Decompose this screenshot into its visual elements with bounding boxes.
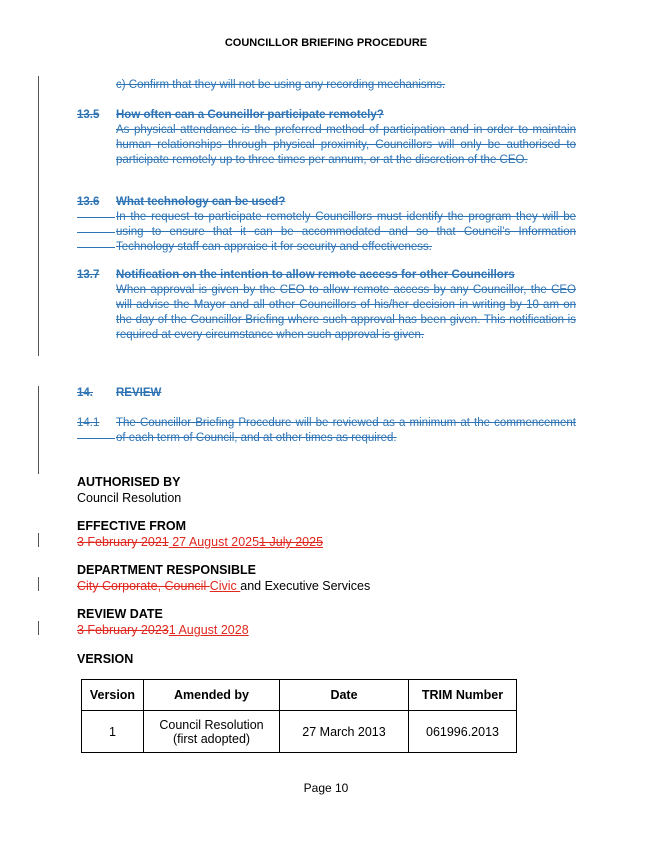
document-header: COUNCILLOR BRIEFING PROCEDURE <box>224 37 428 49</box>
section-13-6 <box>77 195 576 255</box>
amended-line: (first adopted) <box>172 731 251 746</box>
section-body: The Councillor Briefing Procedure will be reviewed as a minimum at the commencement of each term of Council, and at other times as required. <box>116 417 576 444</box>
change-bar <box>38 533 39 547</box>
deleted-tab-line <box>77 232 115 233</box>
effective-heading: EFFECTIVE FROM <box>77 519 187 533</box>
effective-block <box>77 518 323 550</box>
table-header-row <box>82 680 517 711</box>
section-13-7 <box>77 268 576 343</box>
table-cell: 061996.2013 <box>409 711 517 753</box>
version-heading: VERSION <box>77 652 134 666</box>
section-body: When approval is given by the CEO to allow remote access by any Councillor, the CEO will advise the Mayor and all other Councillors of his/her decision in writing by 10 am on the day of the Councillor Briefing where such approval has been given. This notification is required at every circumstance when such approval is given. <box>116 284 576 341</box>
deleted-text: 3 February 2021 <box>77 535 169 549</box>
section-13-5 <box>77 108 576 168</box>
deleted-text: 3 February 2023 <box>77 623 169 637</box>
department-value: and Executive Services <box>240 579 371 593</box>
section-heading: Notification on the intention to allow remote access for other Councillors <box>116 269 515 281</box>
deleted-tab-line <box>77 438 115 439</box>
deleted-text: City Corporate, Council <box>77 579 210 593</box>
column-header: Version <box>82 680 144 711</box>
table-cell <box>144 711 280 753</box>
table-cell: 27 March 2013 <box>280 711 409 753</box>
deleted-tab-line <box>77 247 115 248</box>
change-bar <box>38 577 39 591</box>
inserted-text: 1 August 2028 <box>168 623 249 637</box>
list-item-c: c) Confirm that they will not be using any recording mechanisms. <box>116 79 446 91</box>
department-heading: DEPARTMENT RESPONSIBLE <box>77 563 256 577</box>
authorised-heading: AUTHORISED BY <box>77 475 181 489</box>
section-number: 13.7 <box>77 269 100 281</box>
change-bar <box>38 386 39 474</box>
deleted-tab-line <box>77 217 115 218</box>
inserted-text: Civic <box>209 579 241 593</box>
section-number: 14. <box>77 387 93 399</box>
section-heading: What technology can be used? <box>116 196 286 208</box>
inserted-text: 27 August 2025 <box>168 535 260 549</box>
section-14 <box>77 386 576 401</box>
section-number: 13.6 <box>77 196 100 208</box>
column-header: Amended by <box>144 680 280 711</box>
section-number: 14.1 <box>77 417 100 429</box>
authorised-block <box>77 474 181 506</box>
review-date-heading: REVIEW DATE <box>77 607 163 621</box>
section-heading: How often can a Councillor participate remotely? <box>116 109 384 121</box>
section-heading: REVIEW <box>116 387 162 399</box>
change-bar <box>38 621 39 635</box>
section-body: In the request to participate remotely Councillors must identify the program they will be using to ensure that it can be accommodated and so that Council’s Information Technology staff can appraise it for security and effectiveness. <box>116 211 576 253</box>
deleted-text: 1 July 2025 <box>259 535 324 549</box>
department-block <box>77 562 370 594</box>
section-body: As physical attendance is the preferred method of participation and in order to maintain human relationships through physical proximity, Councillors will only be authorised to participate remotely up to three times per annum, or at the discretion of the CEO. <box>116 124 576 166</box>
table-cell: 1 <box>82 711 144 753</box>
table-row <box>82 711 517 753</box>
authorised-value: Council Resolution <box>77 491 182 505</box>
page-number: Page 10 <box>303 781 349 795</box>
column-header: Date <box>280 680 409 711</box>
section-number: 13.5 <box>77 109 100 121</box>
review-date-block <box>77 606 249 638</box>
change-bar <box>38 76 39 356</box>
column-header: TRIM Number <box>409 680 517 711</box>
amended-line: Council Resolution <box>159 717 264 732</box>
version-table <box>81 679 517 753</box>
